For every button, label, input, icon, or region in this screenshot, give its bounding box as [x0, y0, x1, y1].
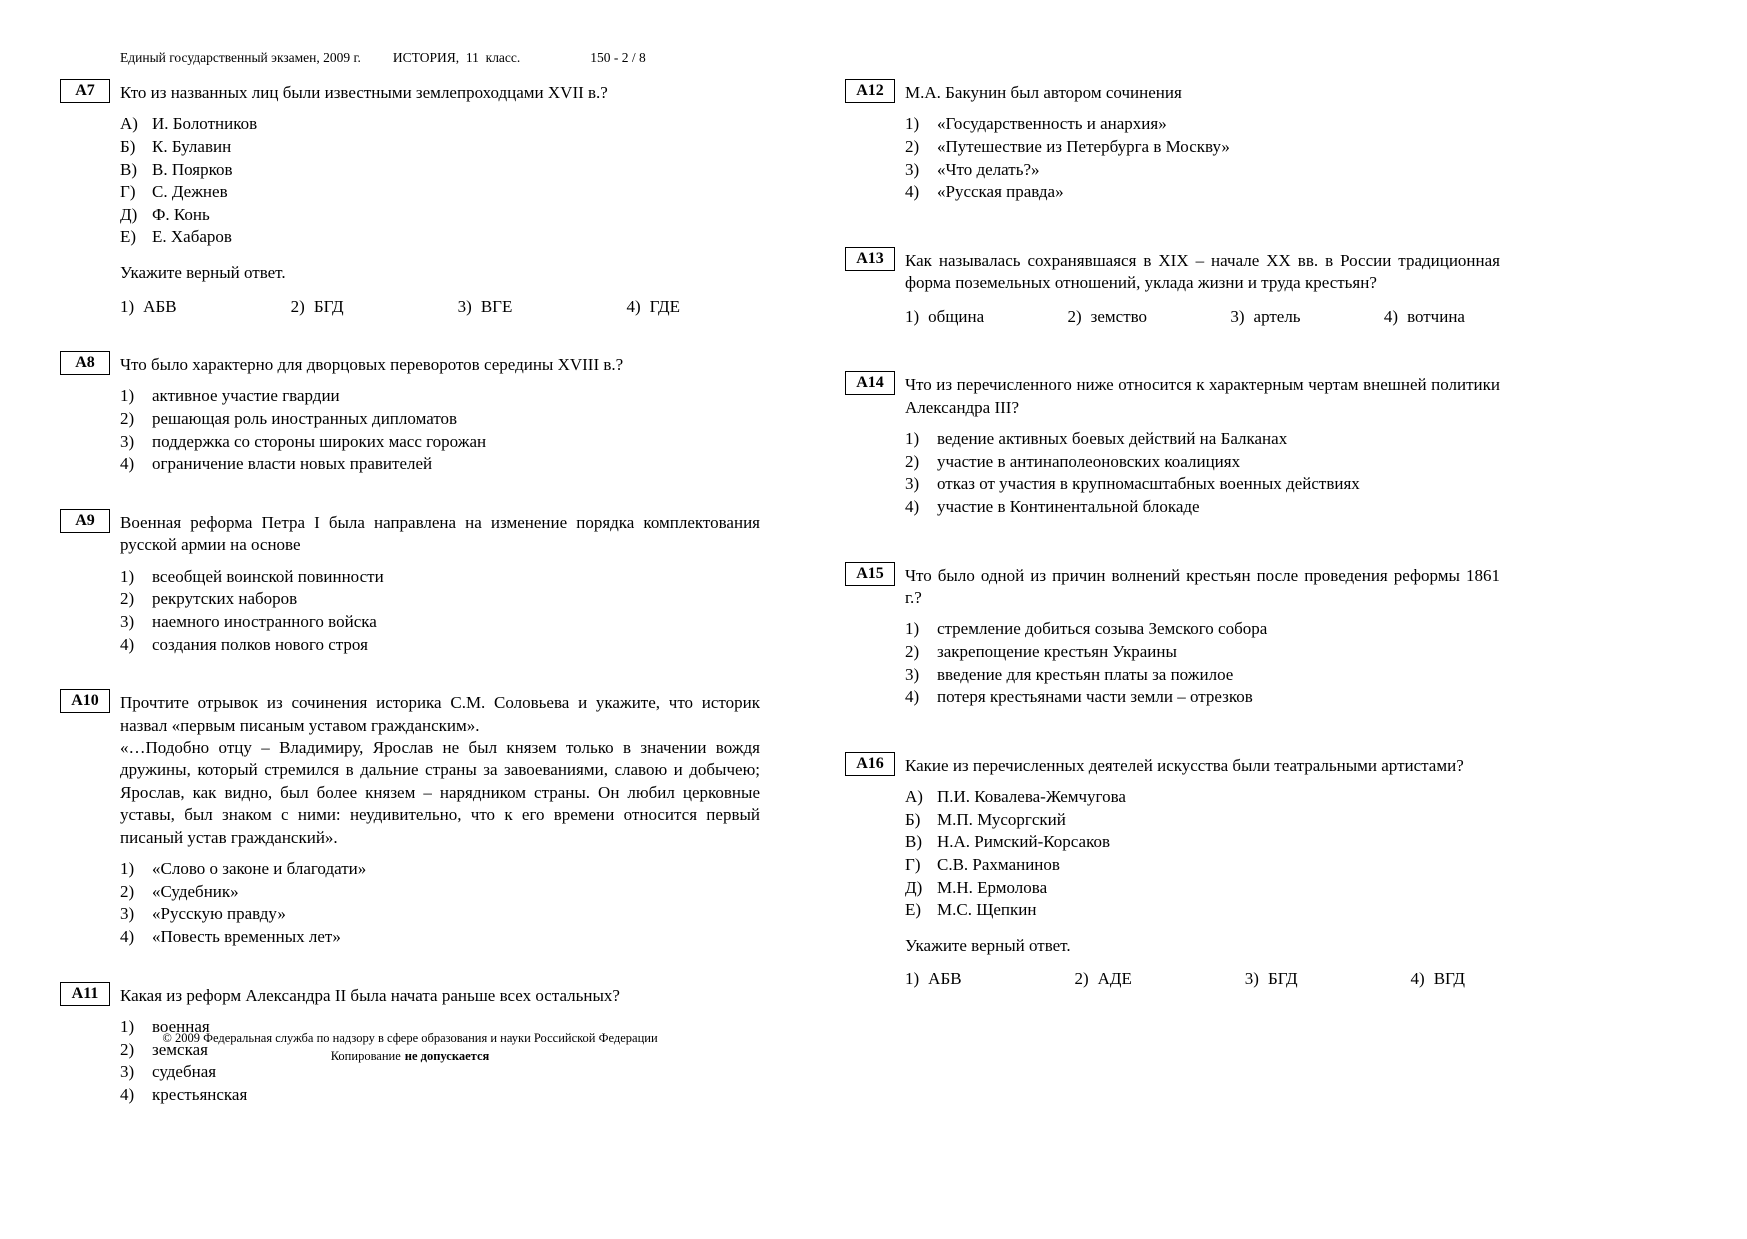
question-stem: Какие из перечисленных деятелей искусства были театральными артистами?: [905, 755, 1464, 775]
answer-option: [1245, 968, 1298, 990]
lettered-option: [905, 877, 1500, 900]
option-number: А): [120, 114, 138, 134]
answer-option: [120, 634, 760, 657]
answer-option: [905, 159, 1500, 182]
option-text: М.Н. Ермолова: [937, 877, 1048, 897]
answer-option: [905, 968, 962, 990]
question-A14: [845, 374, 1500, 518]
page-footer: [60, 1030, 760, 1065]
answer-option: [1384, 306, 1465, 328]
question-label: А12: [845, 79, 895, 103]
option-text: артель: [1253, 306, 1301, 326]
page-number: 150 - 2 / 8: [590, 50, 646, 65]
option-number: Е): [905, 900, 922, 920]
option-number: Г): [120, 182, 136, 202]
answer-option: [905, 113, 1500, 136]
answer-row: [120, 296, 680, 318]
option-text: военная: [152, 1017, 210, 1037]
question-label: А13: [845, 247, 895, 271]
question-A8: [60, 354, 760, 476]
answer-options: [120, 385, 760, 475]
option-text: БГД: [1267, 969, 1298, 989]
option-number: 2): [120, 409, 135, 429]
option-text: П.И. Ковалева-Жемчугова: [937, 787, 1126, 807]
option-text: АБВ: [143, 296, 177, 316]
lettered-option: [120, 159, 760, 182]
option-text: община: [928, 306, 985, 326]
answer-option: [1074, 968, 1131, 990]
answer-option: [120, 858, 760, 881]
option-text: стремление добиться созыва Земского собора: [937, 619, 1268, 639]
column-right: [845, 82, 1500, 1037]
option-text: БГД: [313, 296, 344, 316]
question-A16: [845, 755, 1500, 991]
answer-option: [458, 296, 513, 318]
option-text: «Повесть временных лет»: [152, 927, 341, 947]
option-number: 3): [120, 1062, 135, 1082]
question-stem: М.А. Бакунин был автором сочинения: [905, 83, 1182, 102]
option-text: С.В. Рахманинов: [937, 855, 1060, 875]
option-text: Н.А. Римский-Корсаков: [937, 832, 1110, 852]
answer-option: [905, 181, 1500, 204]
question-stem: Военная реформа Петра I была направлена на изменение порядка комплектования русской армии на основе: [120, 512, 760, 555]
option-number: 3): [905, 664, 920, 684]
answer-options: [905, 113, 1500, 203]
option-number: Д): [120, 204, 138, 224]
lettered-option: [905, 786, 1500, 809]
answer-option: [120, 611, 760, 634]
lettered-option: [905, 899, 1500, 922]
question-label: А16: [845, 752, 895, 776]
question-body: [120, 512, 760, 656]
option-number: 4): [120, 454, 135, 474]
option-text: М.П. Мусоргский: [937, 809, 1066, 829]
answer-option: [905, 641, 1500, 664]
answer-option: [120, 566, 760, 589]
option-text: земство: [1090, 306, 1148, 326]
option-number: 1): [120, 386, 135, 406]
answer-option: [905, 136, 1500, 159]
answer-option: [120, 431, 760, 454]
lettered-option: [120, 226, 760, 249]
option-text: И. Болотников: [152, 114, 258, 134]
option-number: Б): [120, 137, 136, 157]
option-text: закрепощение крестьян Украины: [937, 641, 1177, 661]
question-A15: [845, 565, 1500, 709]
subject-title: ИСТОРИЯ, 11 класс.: [392, 50, 521, 65]
option-number: 4): [120, 927, 135, 947]
option-text: всеобщей воинской повинности: [152, 566, 384, 586]
option-text: судебная: [152, 1062, 217, 1082]
option-text: создания полков нового строя: [152, 634, 368, 654]
option-number: 4): [905, 687, 920, 707]
answer-instruction: Укажите верный ответ.: [120, 263, 286, 283]
option-number: 4): [626, 296, 641, 316]
option-text: решающая роль иностранных дипломатов: [152, 409, 458, 429]
lettered-option: [120, 181, 760, 204]
answer-option: [627, 296, 681, 318]
answer-option: [905, 686, 1500, 709]
answer-option: [120, 588, 760, 611]
option-number: 1): [905, 619, 920, 639]
answer-option: [905, 664, 1500, 687]
question-stem: Что из перечисленного ниже относится к характерным чертам внешней политики Александра III?: [905, 375, 1500, 417]
option-text: участие в Континентальной блокаде: [937, 496, 1200, 516]
option-number: 4): [1410, 969, 1425, 989]
answer-options: [905, 618, 1500, 708]
answer-option: [1067, 306, 1147, 328]
option-text: ВГЕ: [480, 296, 513, 316]
column-left: [60, 82, 760, 1143]
option-text: «Русская правда»: [937, 182, 1064, 202]
option-text: «Государственность и анархия»: [937, 114, 1167, 134]
option-number: Д): [905, 877, 923, 897]
answer-option: [905, 428, 1500, 451]
option-text: крестьянская: [152, 1084, 248, 1104]
question-stem: Какая из реформ Александра II была начата раньше всех остальных?: [120, 985, 620, 1005]
copyright-line: © 2009 Федеральная служба по надзору в сфере образования и науки Российской Федерации: [162, 1031, 658, 1045]
answer-option: [120, 1084, 760, 1107]
answer-option: [1230, 306, 1300, 328]
question-body: [905, 374, 1500, 518]
answer-option: [905, 451, 1500, 474]
answer-option: [905, 306, 984, 328]
option-text: «Путешествие из Петербурга в Москву»: [937, 137, 1230, 157]
answer-option: [905, 473, 1500, 496]
option-number: Б): [905, 809, 921, 829]
option-number: 3): [905, 159, 920, 179]
option-number: 2): [905, 641, 920, 661]
option-number: Г): [905, 855, 921, 875]
lettered-option: [120, 136, 760, 159]
option-text: поддержка со стороны широких масс горожан: [152, 431, 487, 451]
question-stem: Как называлась сохранявшаяся в XIX – начале XX вв. в России традиционная форма поземельных отношений, уклада жизни и труда крестьян?: [905, 250, 1500, 293]
question-label: А11: [60, 982, 110, 1006]
option-number: 1): [905, 114, 920, 134]
option-text: «Что делать?»: [937, 159, 1040, 179]
option-number: 4): [1383, 306, 1399, 326]
option-text: С. Дежнев: [152, 182, 228, 202]
question-body: [120, 82, 760, 318]
lettered-option: [905, 831, 1500, 854]
option-number: 2): [905, 451, 920, 471]
option-text: вотчина: [1407, 306, 1465, 326]
answer-option: [120, 926, 760, 949]
answer-options: [120, 858, 760, 948]
copy-notice-text: Копирование: [330, 1048, 401, 1063]
option-number: 4): [905, 496, 920, 516]
answer-instruction: Укажите верный ответ.: [905, 935, 1071, 955]
option-number: 2): [1067, 306, 1082, 326]
option-text: ГДЕ: [649, 296, 680, 316]
option-text: ведение активных боевых действий на Балканах: [937, 429, 1288, 449]
option-text: земская: [152, 1039, 208, 1059]
answer-option: [120, 385, 760, 408]
question-label: А8: [60, 351, 110, 375]
option-text: «Судебник»: [152, 881, 239, 901]
answer-row: [905, 306, 1465, 328]
lettered-options: [120, 113, 760, 249]
option-number: Е): [120, 227, 137, 247]
answer-options: [905, 428, 1500, 518]
option-number: 3): [1230, 306, 1245, 326]
option-text: ВГД: [1433, 969, 1465, 989]
option-text: «Слово о законе и благодати»: [152, 859, 367, 879]
question-A9: [60, 512, 760, 656]
option-text: Е. Хабаров: [152, 227, 232, 247]
option-text: рекрутских наборов: [152, 589, 298, 609]
option-number: 1): [905, 306, 920, 326]
copy-notice-bold: не допускается: [404, 1048, 490, 1063]
option-number: 3): [905, 474, 920, 494]
option-number: 1): [905, 969, 920, 989]
lettered-option: [905, 809, 1500, 832]
question-stem: Что было одной из причин волнений крестьян после проведения реформы 1861 г.?: [905, 565, 1500, 607]
option-text: потеря крестьянами части земли – отрезков: [937, 687, 1253, 707]
option-text: АБВ: [928, 969, 962, 989]
option-number: 2): [290, 296, 305, 316]
question-label: А7: [60, 79, 110, 103]
answer-option: [291, 296, 344, 318]
question-stem: «…Подобно отцу – Владимиру, Ярослав не был князем только в значении вождя дружины, который стремился в дальние страны за завоеваниями, славою и добычею; Ярослав, как видно, был более князем – нарядником страны. Он любил церковные уставы, был знаком с ними: неудивительно, что к его времени относится первый писаный устав гражданский».: [120, 738, 760, 847]
question-A10: [60, 692, 760, 949]
option-number: 3): [120, 904, 135, 924]
option-number: 2): [120, 1039, 135, 1059]
question-body: [120, 354, 760, 476]
answer-option: [120, 881, 760, 904]
lettered-options: [905, 786, 1500, 922]
option-text: Ф. Конь: [152, 204, 210, 224]
option-number: 4): [120, 1084, 135, 1104]
option-number: 3): [1244, 969, 1259, 989]
option-number: 1): [120, 566, 135, 586]
option-text: М.С. Щепкин: [937, 900, 1037, 920]
option-text: участие в антинаполеоновских коалициях: [937, 451, 1241, 471]
question-A12: [845, 82, 1500, 204]
option-number: 1): [905, 429, 920, 449]
lettered-option: [905, 854, 1500, 877]
page-header: [120, 50, 646, 66]
option-number: 4): [120, 634, 135, 654]
option-text: В. Поярков: [152, 159, 233, 179]
question-body: [905, 565, 1500, 709]
option-text: введение для крестьян платы за пожилое: [937, 664, 1234, 684]
option-text: «Русскую правду»: [152, 904, 286, 924]
answer-option: [120, 903, 760, 926]
option-number: 2): [1074, 969, 1089, 989]
question-body: [905, 755, 1500, 991]
answer-option: [905, 618, 1500, 641]
option-number: 1): [120, 859, 135, 879]
option-text: отказ от участия в крупномасштабных военных действиях: [937, 474, 1360, 494]
question-A13: [845, 250, 1500, 328]
option-number: 2): [905, 137, 920, 157]
lettered-option: [120, 113, 760, 136]
question-label: А9: [60, 509, 110, 533]
option-number: 1): [120, 296, 135, 316]
option-text: ограничение власти новых правителей: [152, 454, 433, 474]
option-number: 4): [905, 182, 920, 202]
question-stem: Прочтите отрывок из сочинения историка С.М. Соловьева и укажите, что историк назвал «первым писаным уставом гражданским».: [120, 693, 760, 735]
option-number: 3): [457, 296, 472, 316]
exam-title: Единый государственный экзамен, 2009 г.: [120, 50, 361, 65]
answer-option: [905, 496, 1500, 519]
question-A7: [60, 82, 760, 318]
option-text: наемного иностранного войска: [152, 611, 377, 631]
answer-option: [120, 453, 760, 476]
question-body: [120, 692, 760, 949]
question-label: А14: [845, 371, 895, 395]
option-number: 1): [120, 1017, 135, 1037]
option-text: К. Булавин: [152, 137, 232, 157]
question-label: А15: [845, 562, 895, 586]
answer-options: [120, 566, 760, 656]
option-text: активное участие гвардии: [152, 386, 340, 406]
option-number: 3): [120, 431, 135, 451]
question-stem: Кто из названных лиц были известными землепроходцами XVII в.?: [120, 83, 608, 102]
option-number: 2): [120, 589, 135, 609]
option-number: В): [905, 832, 922, 852]
answer-option: [120, 408, 760, 431]
option-number: А): [905, 787, 923, 807]
answer-row: [905, 968, 1465, 990]
option-text: АДЕ: [1097, 969, 1132, 989]
lettered-option: [120, 204, 760, 227]
option-number: 3): [120, 611, 135, 631]
answer-option: [1411, 968, 1465, 990]
option-number: 2): [120, 881, 135, 901]
option-number: В): [120, 159, 137, 179]
question-body: [905, 250, 1500, 328]
copy-notice: [60, 1048, 760, 1066]
question-body: [905, 82, 1500, 204]
question-label: А10: [60, 689, 110, 713]
question-stem: Что было характерно для дворцовых переворотов середины XVIII в.?: [120, 354, 624, 374]
answer-option: [120, 296, 177, 318]
